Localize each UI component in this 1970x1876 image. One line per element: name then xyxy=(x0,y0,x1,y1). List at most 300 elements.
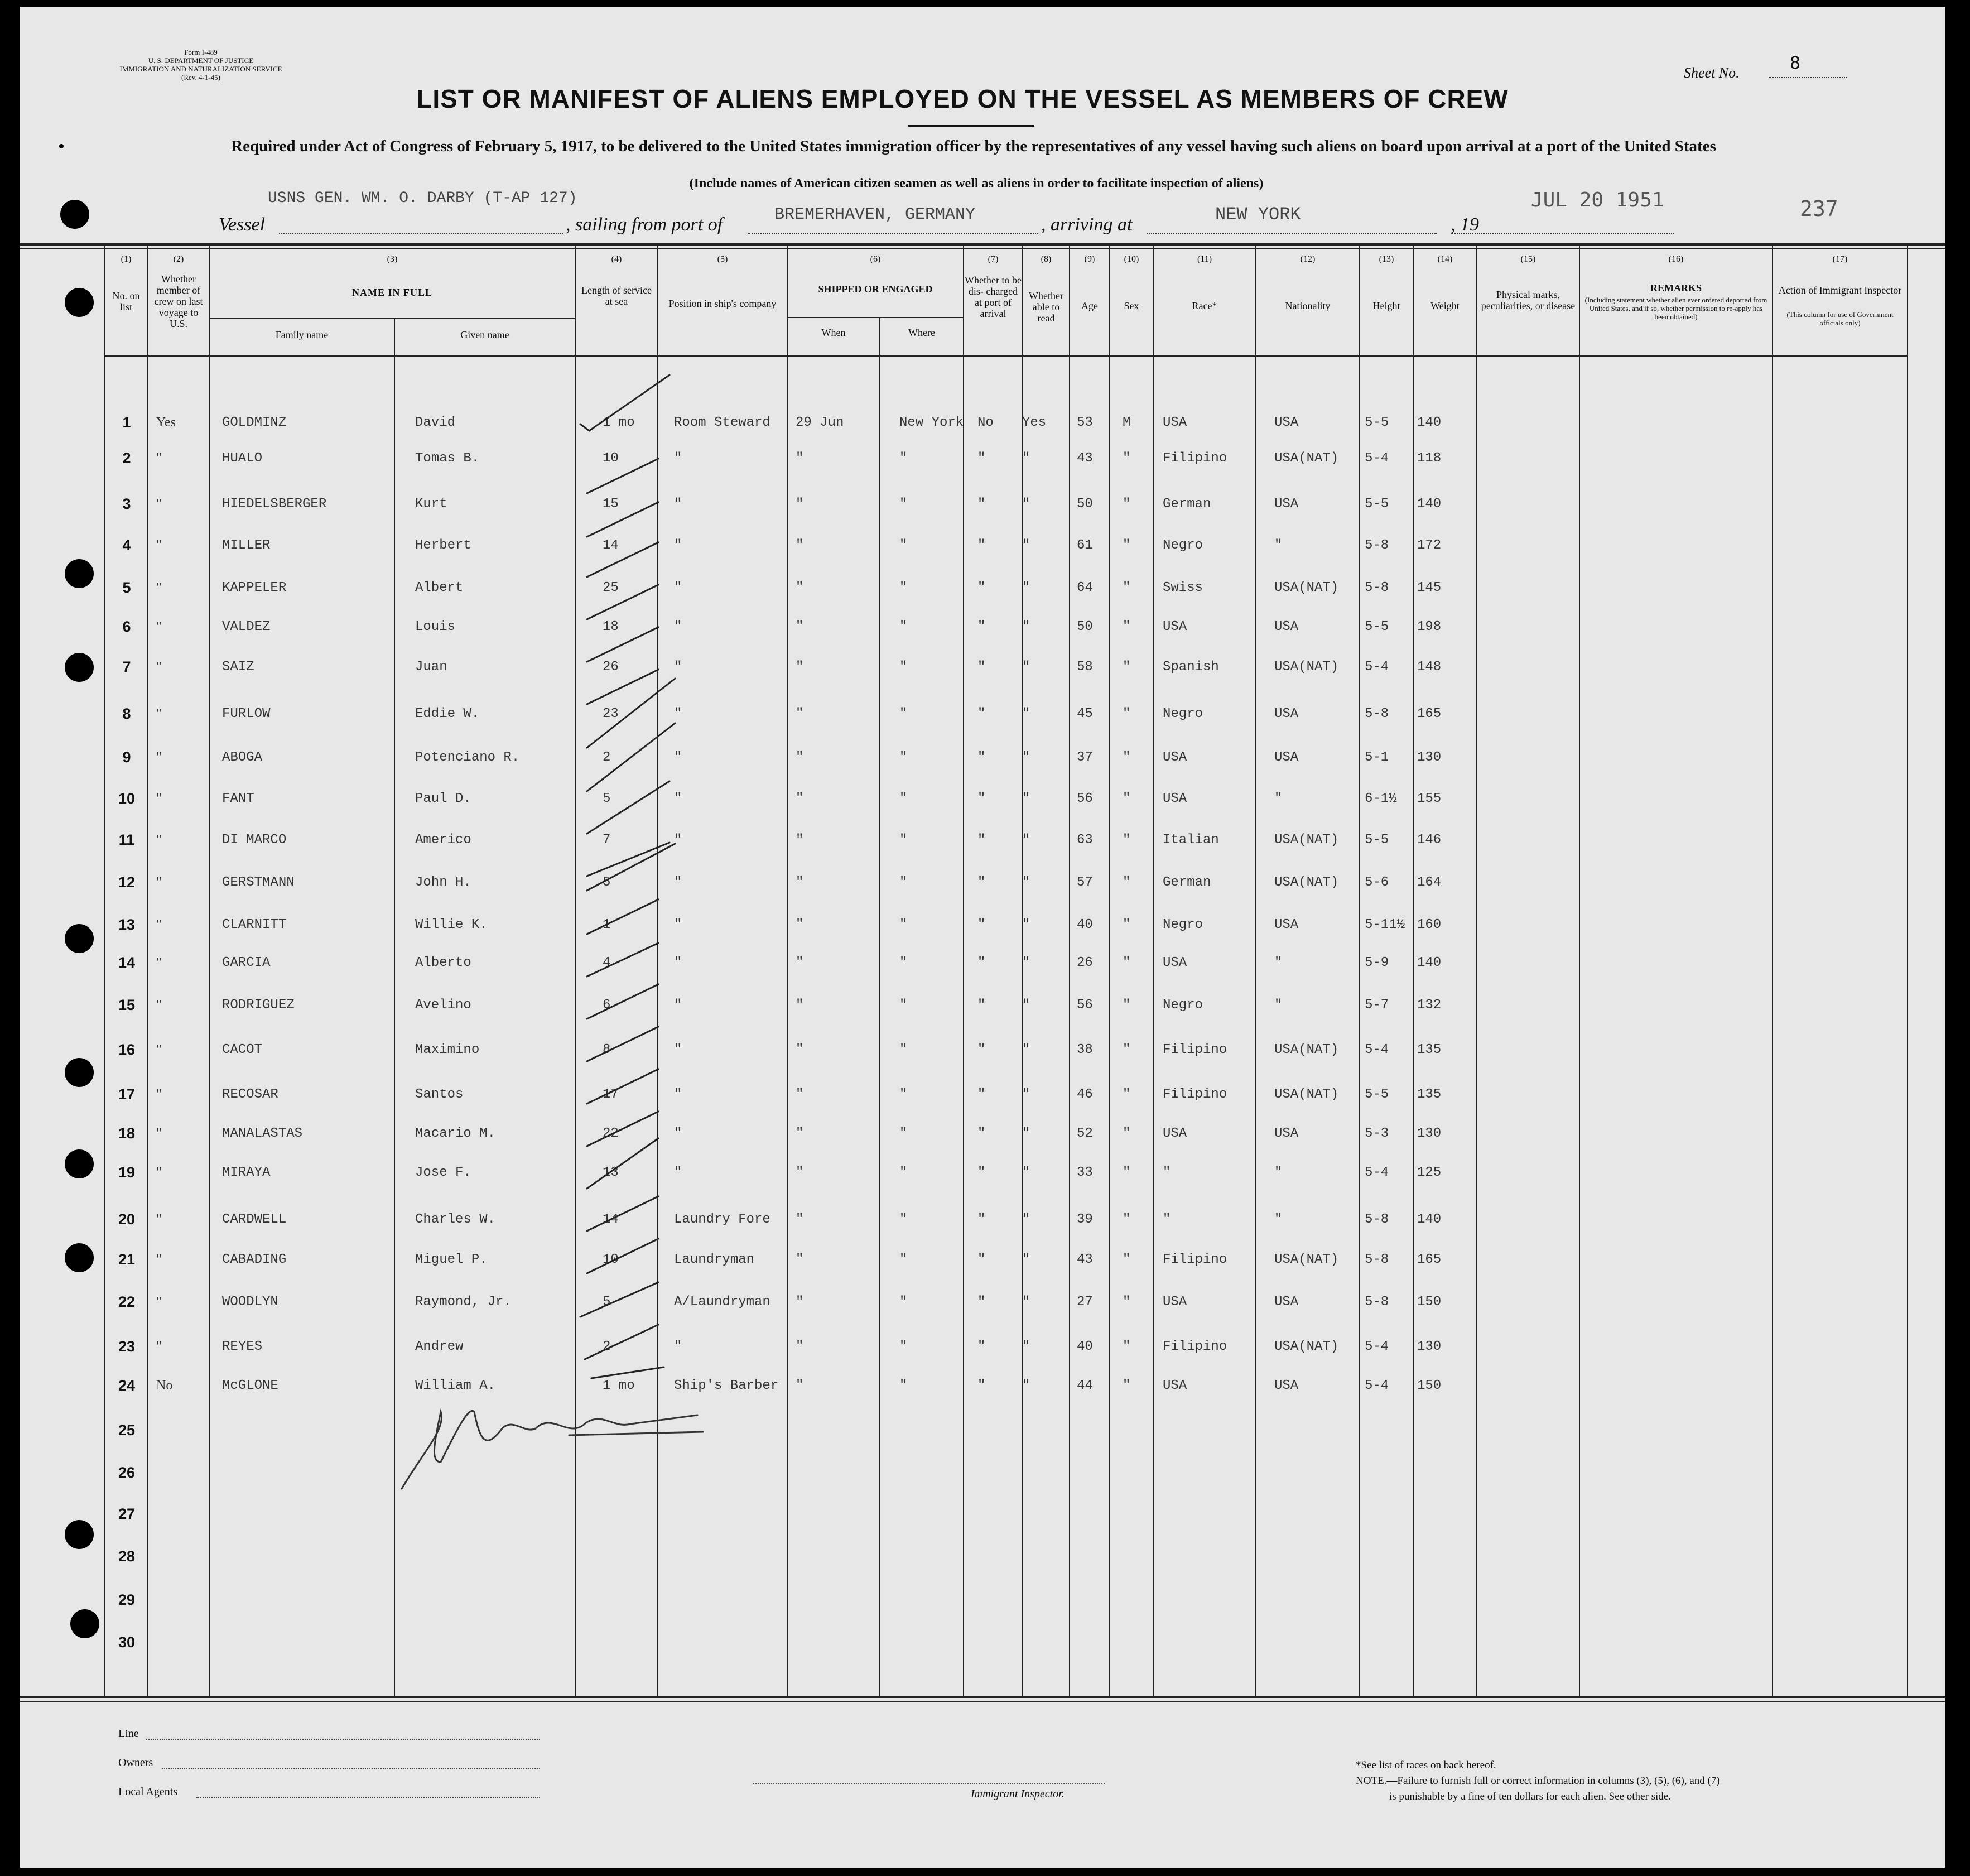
cell-where: " xyxy=(899,1087,908,1102)
header-able-read: Whether able to read xyxy=(1029,290,1063,324)
cell-length: 1 xyxy=(603,917,611,932)
cell-given: Macario M. xyxy=(415,1126,496,1141)
cell-when: " xyxy=(796,1252,804,1267)
cell-weight: 165 xyxy=(1417,706,1442,721)
cell-where: " xyxy=(899,875,908,890)
cell-position: Laundry Fore xyxy=(674,1212,770,1227)
cell-prev: " xyxy=(156,1295,162,1309)
cell-family: ABOGA xyxy=(222,750,263,765)
cell-position: " xyxy=(674,750,682,765)
cell-disch: " xyxy=(977,750,986,765)
cell-where: " xyxy=(899,791,908,806)
cell-nat: USA(NAT) xyxy=(1274,1087,1339,1102)
cell-race: Negro xyxy=(1163,998,1203,1013)
cell-age: 64 xyxy=(1077,580,1093,595)
cell-position: Room Steward xyxy=(674,415,770,430)
cell-height: 5-5 xyxy=(1365,497,1389,512)
cell-nat: " xyxy=(1274,538,1283,553)
cell-when: " xyxy=(796,619,804,634)
cell-age: 58 xyxy=(1077,660,1093,675)
cell-age: 44 xyxy=(1077,1378,1093,1393)
cell-given: Charles W. xyxy=(415,1212,496,1227)
cell-disch: " xyxy=(977,917,986,932)
row-number: 10 xyxy=(118,790,136,807)
cell-given: Eddie W. xyxy=(415,706,480,721)
cell-family: VALDEZ xyxy=(222,619,271,634)
row-number: 6 xyxy=(122,618,131,635)
row-number: 28 xyxy=(118,1548,136,1565)
cell-where: " xyxy=(899,538,908,553)
cell-age: 63 xyxy=(1077,833,1093,848)
cell-length: 2 xyxy=(603,1339,611,1354)
cell-sex: " xyxy=(1123,660,1131,675)
cell-family: CLARNITT xyxy=(222,917,287,932)
cell-age: 43 xyxy=(1077,1252,1093,1267)
cell-when: " xyxy=(796,955,804,970)
cell-weight: 135 xyxy=(1417,1042,1442,1057)
cell-sex: " xyxy=(1123,875,1131,890)
cell-weight: 130 xyxy=(1417,1126,1442,1141)
cell-prev: " xyxy=(156,538,162,552)
cell-given: Paul D. xyxy=(415,791,471,806)
cell-prev: " xyxy=(156,1212,162,1226)
cell-height: 5-8 xyxy=(1365,1252,1389,1267)
header-remarks: REMARKS xyxy=(1650,282,1702,294)
col-num: (7) xyxy=(988,254,999,264)
cell-prev: " xyxy=(156,1126,162,1141)
cell-sex: " xyxy=(1123,750,1131,765)
cell-given: Herbert xyxy=(415,538,471,553)
cell-race: Filipino xyxy=(1163,1087,1227,1102)
cell-sex: " xyxy=(1123,1252,1131,1267)
cell-sex: " xyxy=(1123,833,1131,848)
cell-when: " xyxy=(796,1339,804,1354)
cell-sex: " xyxy=(1123,1165,1131,1180)
col-num: (12) xyxy=(1300,254,1316,264)
col-num: (1) xyxy=(121,254,132,264)
cell-prev: " xyxy=(156,1042,162,1057)
cell-weight: 140 xyxy=(1417,497,1442,512)
cell-when: " xyxy=(796,706,804,721)
cell-when: " xyxy=(796,497,804,512)
cell-disch: " xyxy=(977,497,986,512)
row-number: 16 xyxy=(118,1041,136,1058)
cell-height: 5-4 xyxy=(1365,660,1389,675)
cell-length: 10 xyxy=(603,451,619,466)
cell-prev: " xyxy=(156,706,162,721)
cell-where: " xyxy=(899,1212,908,1227)
row-number: 1 xyxy=(122,414,131,431)
cell-weight: 130 xyxy=(1417,1339,1442,1354)
cell-disch: " xyxy=(977,580,986,595)
cell-weight: 140 xyxy=(1417,415,1442,430)
cell-position: " xyxy=(674,1087,682,1102)
cell-disch: " xyxy=(977,1212,986,1227)
cell-height: 5-4 xyxy=(1365,451,1389,466)
footer-line-label: Line xyxy=(118,1728,139,1740)
cell-nat: USA(NAT) xyxy=(1274,451,1339,466)
cell-family: WOODLYN xyxy=(222,1295,278,1310)
cell-when: " xyxy=(796,580,804,595)
col-num: (16) xyxy=(1668,254,1684,264)
vessel-value: USNS GEN. WM. O. DARBY (T-AP 127) xyxy=(268,190,577,207)
cell-position: " xyxy=(674,955,682,970)
cell-height: 5-8 xyxy=(1365,706,1389,721)
col-num: (2) xyxy=(173,254,184,264)
cell-where: " xyxy=(899,1252,908,1267)
cell-race: Spanish xyxy=(1163,660,1219,675)
cell-sex: " xyxy=(1123,538,1131,553)
cell-nat: " xyxy=(1274,1212,1283,1227)
cell-weight: 160 xyxy=(1417,917,1442,932)
cell-position: " xyxy=(674,917,682,932)
row-number: 19 xyxy=(118,1164,136,1181)
cell-when: " xyxy=(796,1042,804,1057)
cell-when: " xyxy=(796,538,804,553)
cell-length: 2 xyxy=(603,750,611,765)
cell-race: USA xyxy=(1163,415,1187,430)
cell-length: 14 xyxy=(603,538,619,553)
cell-sex: " xyxy=(1123,955,1131,970)
cell-race: USA xyxy=(1163,619,1187,634)
cell-given: Tomas B. xyxy=(415,451,480,466)
header-nationality: Nationality xyxy=(1285,300,1331,311)
cell-where: " xyxy=(899,1042,908,1057)
cell-race: Filipino xyxy=(1163,1339,1227,1354)
cell-nat: " xyxy=(1274,998,1283,1013)
cell-age: 56 xyxy=(1077,998,1093,1013)
col-num: (17) xyxy=(1832,254,1848,264)
cell-age: 37 xyxy=(1077,750,1093,765)
cell-family: HUALO xyxy=(222,451,263,466)
cell-read: " xyxy=(1022,538,1030,553)
row-number: 24 xyxy=(118,1377,136,1394)
cell-position: " xyxy=(674,998,682,1013)
cell-nat: " xyxy=(1274,1165,1283,1180)
cell-race: USA xyxy=(1163,750,1187,765)
include-note: (Include names of American citizen seamen as well as aliens in order to facilitate inspection of aliens) xyxy=(689,176,1264,191)
header-physical-marks: Physical marks, peculiarities, or disease xyxy=(1481,289,1576,311)
cell-sex: " xyxy=(1123,451,1131,466)
inspector-label: Immigrant Inspector. xyxy=(971,1788,1065,1800)
cell-height: 5-5 xyxy=(1365,833,1389,848)
cell-given: Miguel P. xyxy=(415,1252,488,1267)
cell-prev: " xyxy=(156,619,162,634)
row-number: 9 xyxy=(122,749,131,766)
cell-weight: 150 xyxy=(1417,1378,1442,1393)
cell-weight: 118 xyxy=(1417,451,1442,466)
cell-nat: USA xyxy=(1274,497,1299,512)
cell-where: " xyxy=(899,706,908,721)
cell-position: " xyxy=(674,791,682,806)
cell-prev: " xyxy=(156,1087,162,1101)
cell-age: 45 xyxy=(1077,706,1093,721)
cell-where: " xyxy=(899,497,908,512)
cell-disch: " xyxy=(977,706,986,721)
cell-prev: " xyxy=(156,580,162,595)
cell-given: Americo xyxy=(415,833,471,848)
cell-height: 5-3 xyxy=(1365,1126,1389,1141)
check-marks xyxy=(580,375,675,1378)
cell-sex: " xyxy=(1123,917,1131,932)
cell-race: USA xyxy=(1163,1378,1187,1393)
cell-height: 5-1 xyxy=(1365,750,1389,765)
cell-height: 5-9 xyxy=(1365,955,1389,970)
cell-given: Potenciano R. xyxy=(415,750,520,765)
col-num: (8) xyxy=(1041,254,1052,264)
cell-position: " xyxy=(674,660,682,675)
cell-family: DI MARCO xyxy=(222,833,287,848)
cell-when: " xyxy=(796,660,804,675)
header-sex: Sex xyxy=(1124,300,1139,311)
cell-given: Avelino xyxy=(415,998,471,1013)
cell-sex: " xyxy=(1123,1378,1131,1393)
col-num: (13) xyxy=(1379,254,1394,264)
cell-given: David xyxy=(415,415,456,430)
cell-where: " xyxy=(899,580,908,595)
cell-age: 50 xyxy=(1077,497,1093,512)
cell-disch: " xyxy=(977,1165,986,1180)
cell-where: " xyxy=(899,619,908,634)
header-height: Height xyxy=(1372,300,1400,311)
cell-disch: " xyxy=(977,998,986,1013)
cell-age: 56 xyxy=(1077,791,1093,806)
cell-weight: 130 xyxy=(1417,750,1442,765)
cell-height: 5-8 xyxy=(1365,580,1389,595)
row-number: 20 xyxy=(118,1211,136,1228)
cell-disch: " xyxy=(977,1295,986,1310)
cell-race: Filipino xyxy=(1163,451,1227,466)
cell-given: Andrew xyxy=(415,1339,464,1354)
form-number: Form I-489 xyxy=(184,48,218,56)
cell-disch: " xyxy=(977,538,986,553)
cell-sex: " xyxy=(1123,580,1131,595)
cell-prev: " xyxy=(156,451,162,465)
cell-nat: USA(NAT) xyxy=(1274,660,1339,675)
header-where: Where xyxy=(908,327,935,338)
row-number: 17 xyxy=(118,1086,136,1103)
col-num: (10) xyxy=(1124,254,1139,264)
row-number: 14 xyxy=(118,954,136,971)
cell-weight: 172 xyxy=(1417,538,1442,553)
cell-family: RODRIGUEZ xyxy=(222,998,295,1013)
cell-read: " xyxy=(1022,750,1030,765)
cell-length: 4 xyxy=(603,955,611,970)
cell-length: 7 xyxy=(603,833,611,848)
cell-prev: No xyxy=(156,1378,173,1393)
inspector-signature xyxy=(402,1411,703,1489)
cell-nat: USA(NAT) xyxy=(1274,580,1339,595)
cell-height: 5-5 xyxy=(1365,619,1389,634)
cell-height: 5-4 xyxy=(1365,1339,1389,1354)
cell-prev: " xyxy=(156,875,162,889)
cell-family: CARDWELL xyxy=(222,1212,287,1227)
cell-position: " xyxy=(674,619,682,634)
sheet-number: 8 xyxy=(1790,54,1801,73)
footnote-penalty-cont: is punishable by a fine of ten dollars for each alien. See other side. xyxy=(1389,1791,1671,1802)
cell-prev: " xyxy=(156,750,162,764)
cell-age: 33 xyxy=(1077,1165,1093,1180)
cell-where: " xyxy=(899,998,908,1013)
cell-disch: " xyxy=(977,791,986,806)
col-num: (14) xyxy=(1437,254,1453,264)
cell-weight: 150 xyxy=(1417,1295,1442,1310)
cell-when: " xyxy=(796,451,804,466)
cell-read: " xyxy=(1022,580,1030,595)
cell-nat: USA xyxy=(1274,1295,1299,1310)
col-num: (9) xyxy=(1084,254,1095,264)
cell-sex: " xyxy=(1123,998,1131,1013)
cell-length: 13 xyxy=(603,1165,619,1180)
cell-height: 5-8 xyxy=(1365,1212,1389,1227)
header-race: Race* xyxy=(1192,300,1217,311)
cell-read: " xyxy=(1022,619,1030,634)
cell-given: Juan xyxy=(415,660,447,675)
row-number: 5 xyxy=(122,579,131,596)
cell-family: FURLOW xyxy=(222,706,271,721)
header-remarks-sub: (Including statement whether alien ever ordered deported from United States, and if so, whether permission to re-apply has been obtained) xyxy=(1584,296,1767,321)
cell-nat: USA xyxy=(1274,1126,1299,1141)
cell-read: " xyxy=(1022,451,1030,466)
cell-position: " xyxy=(674,706,682,721)
cell-position: " xyxy=(674,580,682,595)
footer-agents-label: Local Agents xyxy=(118,1786,178,1798)
cell-disch: No xyxy=(977,415,994,430)
cell-disch: " xyxy=(977,660,986,675)
cell-prev: " xyxy=(156,833,162,847)
cell-given: Maximino xyxy=(415,1042,480,1057)
cell-age: 26 xyxy=(1077,955,1093,970)
cell-length: 23 xyxy=(603,706,619,721)
cell-race: Negro xyxy=(1163,706,1203,721)
cell-where: New York xyxy=(899,415,964,430)
cell-family: GOLDMINZ xyxy=(222,415,287,430)
cell-position: " xyxy=(674,451,682,466)
cell-when: " xyxy=(796,917,804,932)
cell-age: 52 xyxy=(1077,1126,1093,1141)
cell-family: REYES xyxy=(222,1339,263,1354)
cell-when: " xyxy=(796,750,804,765)
header-given-name: Given name xyxy=(460,329,509,340)
cell-length: 18 xyxy=(603,619,619,634)
footer-owners-dotline xyxy=(162,1768,540,1769)
cell-disch: " xyxy=(977,1087,986,1102)
cell-weight: 165 xyxy=(1417,1252,1442,1267)
cell-family: GARCIA xyxy=(222,955,271,970)
cell-sex: " xyxy=(1123,1339,1131,1354)
cell-race: Swiss xyxy=(1163,580,1203,595)
cell-height: 5-4 xyxy=(1365,1042,1389,1057)
cell-nat: USA xyxy=(1274,619,1299,634)
cell-read: " xyxy=(1022,955,1030,970)
cell-weight: 148 xyxy=(1417,660,1442,675)
cell-given: Jose F. xyxy=(415,1165,471,1180)
cell-position: " xyxy=(674,1165,682,1180)
cell-length: 1 mo xyxy=(603,1378,635,1393)
cell-length: 5 xyxy=(603,791,611,806)
cell-family: SAIZ xyxy=(222,660,254,675)
arriving-value: NEW YORK xyxy=(1215,204,1301,225)
cell-height: 5-8 xyxy=(1365,1295,1389,1310)
page-title: LIST OR MANIFEST OF ALIENS EMPLOYED ON THE VESSEL AS MEMBERS OF CREW xyxy=(416,84,1509,113)
cell-read: " xyxy=(1022,660,1030,675)
cell-race: Filipino xyxy=(1163,1252,1227,1267)
cell-read: " xyxy=(1022,1087,1030,1102)
cell-race: USA xyxy=(1163,1295,1187,1310)
row-number: 25 xyxy=(118,1422,136,1439)
cell-race: " xyxy=(1163,1165,1171,1180)
cell-when: 29 Jun xyxy=(796,415,844,430)
row-number: 3 xyxy=(122,496,131,512)
row-number: 4 xyxy=(122,537,131,554)
row-number: 11 xyxy=(118,831,135,848)
cell-read: " xyxy=(1022,791,1030,806)
cell-height: 5-8 xyxy=(1365,538,1389,553)
cell-when: " xyxy=(796,1126,804,1141)
cell-given: Kurt xyxy=(415,497,447,512)
cell-race: " xyxy=(1163,1212,1171,1227)
header-action: Action of Immigrant Inspector xyxy=(1778,285,1902,296)
cell-height: 5-11½ xyxy=(1365,917,1405,932)
cell-family: HIEDELSBERGER xyxy=(222,497,327,512)
cell-age: 40 xyxy=(1077,917,1093,932)
row-number: 27 xyxy=(118,1505,136,1522)
cell-height: 5-4 xyxy=(1365,1165,1389,1180)
cell-nat: USA(NAT) xyxy=(1274,1252,1339,1267)
header-discharged: Whether to be dis- charged at port of arrival xyxy=(965,275,1022,319)
cell-given: Alberto xyxy=(415,955,471,970)
arriving-label: , arriving at xyxy=(1041,214,1133,235)
cell-race: USA xyxy=(1163,1126,1187,1141)
service: IMMIGRATION AND NATURALIZATION SERVICE xyxy=(119,65,282,73)
cell-height: 6-1½ xyxy=(1365,791,1397,806)
header-position: Position in ship's company xyxy=(668,298,777,309)
sailing-label: , sailing from port of xyxy=(566,214,723,235)
cell-family: FANT xyxy=(222,791,254,806)
cell-age: 27 xyxy=(1077,1295,1093,1310)
cell-race: Italian xyxy=(1163,833,1219,848)
row-number: 15 xyxy=(118,997,136,1013)
cell-race: German xyxy=(1163,497,1211,512)
cell-length: 8 xyxy=(603,1042,611,1057)
cell-disch: " xyxy=(977,619,986,634)
cell-height: 5-5 xyxy=(1365,415,1389,430)
cell-given: Albert xyxy=(415,580,464,595)
cell-prev: " xyxy=(156,917,162,932)
cell-sex: M xyxy=(1123,415,1131,430)
cell-disch: " xyxy=(977,875,986,890)
col-num: (6) xyxy=(870,254,881,264)
header-length-service: Length of service at sea xyxy=(581,285,652,307)
vessel-label: Vessel xyxy=(219,214,266,235)
cell-length: 26 xyxy=(603,660,619,675)
cell-position: Laundryman xyxy=(674,1252,755,1267)
cell-read: " xyxy=(1022,1295,1030,1310)
cell-nat: USA xyxy=(1274,415,1299,430)
cell-weight: 198 xyxy=(1417,619,1442,634)
cell-length: 25 xyxy=(603,580,619,595)
cell-where: " xyxy=(899,1378,908,1393)
header-when: When xyxy=(821,327,846,338)
cell-given: William A. xyxy=(415,1378,496,1393)
cell-where: " xyxy=(899,1295,908,1310)
cell-height: 5-6 xyxy=(1365,875,1389,890)
footnote-penalty: NOTE.—Failure to furnish full or correct information in columns (3), (5), (6), and (7) xyxy=(1356,1775,1720,1787)
col-num: (11) xyxy=(1197,254,1212,264)
cell-nat: USA(NAT) xyxy=(1274,833,1339,848)
cell-weight: 132 xyxy=(1417,998,1442,1013)
cell-position: " xyxy=(674,1339,682,1354)
